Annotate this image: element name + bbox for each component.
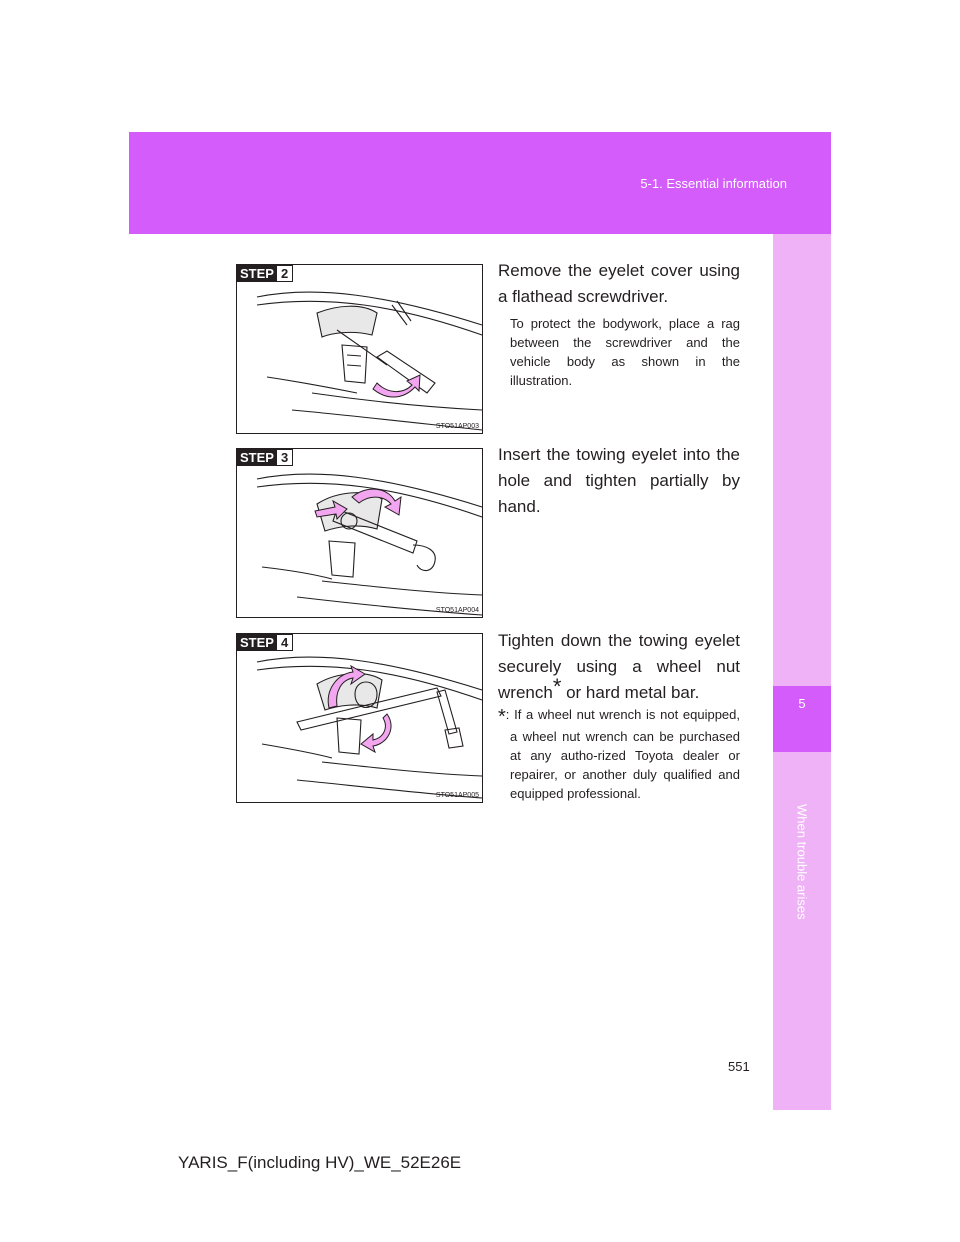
step-number: 3: [277, 449, 293, 466]
chapter-number: 5: [798, 696, 806, 711]
header-band: [129, 132, 831, 234]
wrench-tightening-drawing: [237, 634, 484, 804]
figure-code: STO51AP004: [435, 607, 479, 614]
section-title: 5-1. Essential information: [640, 176, 787, 191]
eyelet-cover-removal-drawing: [237, 265, 484, 435]
footnote-asterisk: *: [552, 674, 562, 699]
towing-eyelet-insertion-drawing: [237, 449, 484, 619]
step-3-instruction: Insert the towing eyelet into the hole and tighten partially by hand.: [498, 445, 740, 516]
step-4-illustration: [236, 633, 483, 803]
footnote: [498, 705, 740, 803]
step-number: 2: [277, 265, 293, 282]
chapter-side-tab[interactable]: [773, 234, 831, 1110]
chapter-title: When trouble arises: [794, 804, 810, 920]
footnote-text: : If a wheel nut wrench is not equipped, a wheel nut wrench can be purchased at any autho-rized Toyota dealer or repairer, or another duly qualified and equipped professional.: [505, 707, 740, 801]
step-badge: STEP 3: [237, 449, 293, 466]
step-2-illustration: [236, 264, 483, 434]
step-badge: STEP 4: [237, 634, 293, 651]
footnote-mark: *: [498, 706, 506, 728]
page-number: 551: [728, 1059, 750, 1074]
figure-code: STO51AP003: [435, 423, 479, 430]
step-2-note: To protect the bodywork, place a rag between the screwdriver and the vehicle body as shown in the illustration.: [510, 316, 740, 388]
document-code: YARIS_F(including HV)_WE_52E26E: [178, 1153, 462, 1172]
step-2-instruction: Remove the eyelet cover using a flathead screwdriver.: [498, 261, 740, 306]
step-badge: STEP 2: [237, 265, 293, 282]
figure-code: STO51AP005: [435, 792, 479, 799]
step-3-illustration: [236, 448, 483, 618]
step-4-instruction: Tighten down the towing eyelet securely using a wheel nut wrench* or hard metal bar.: [498, 631, 740, 702]
step-number: 4: [277, 634, 293, 651]
